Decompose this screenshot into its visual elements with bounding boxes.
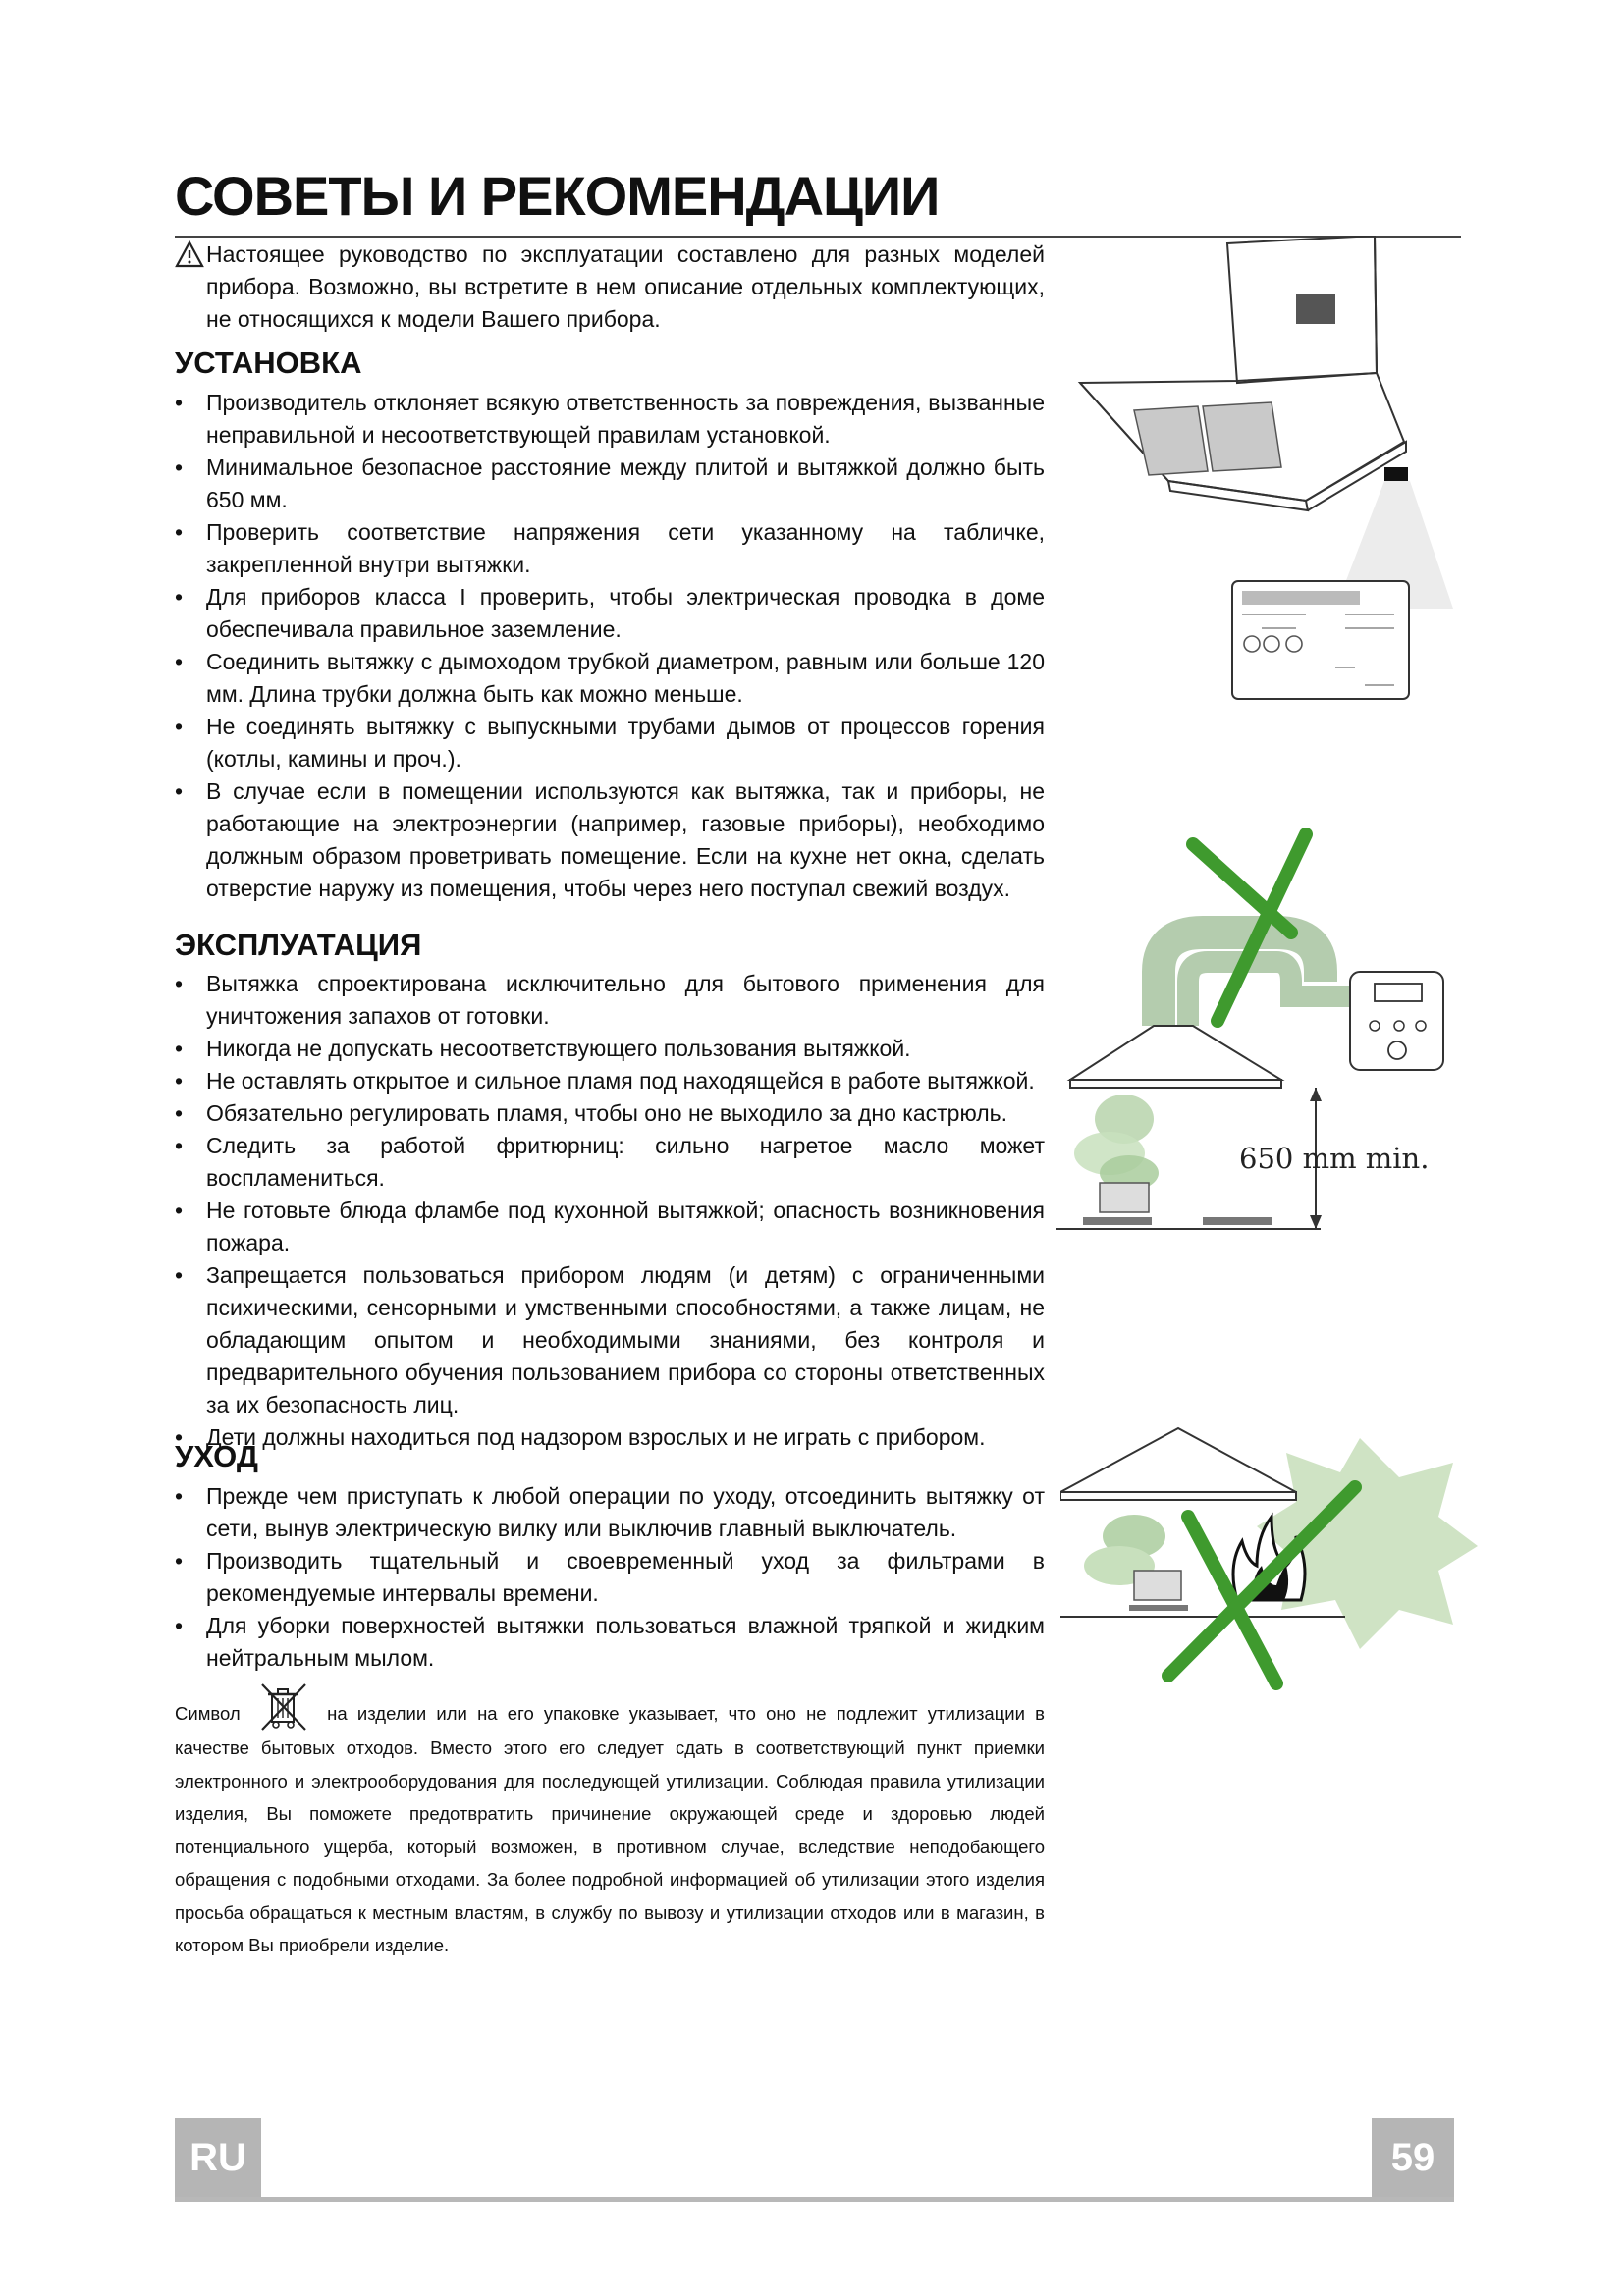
list-item: • Запрещается пользоваться прибором людям (и детям) с ограниченными психическими, сенсорными и умственными способностями, а также лицам, не обладающим опытом и необходимыми знаниями, без контроля и предварительного обучения пользованием прибора со стороны ответственных за их безопасность лиц.: [175, 1259, 1045, 1421]
list-item: • Производить тщательный и своевременный уход за фильтрами в рекомендуемые интервалы времени.: [175, 1545, 1045, 1610]
section-heading: УХОД: [175, 1439, 258, 1473]
footer-divider: [175, 2197, 1454, 2202]
page-number: 59: [1372, 2118, 1454, 2197]
section-installation: [175, 344, 1045, 905]
language-tab: RU: [175, 2118, 261, 2197]
list-item: • Вытяжка спроектирована исключительно для бытового применения для уничтожения запахов от готовки.: [175, 968, 1045, 1033]
distance-label: 650 mm min.: [1239, 1142, 1430, 1175]
intro-note: [175, 239, 1045, 336]
list-item: • Производитель отклоняет всякую ответственность за повреждения, вызванные неправильной и несоответствующей правилам установкой.: [175, 387, 1045, 452]
list-item: • Дети должны находиться под надзором взрослых и не играть с прибором.: [175, 1421, 1045, 1454]
hood-rating-plate-illustration: [1060, 236, 1473, 717]
page-title: СОВЕТЫ И РЕКОМЕНДАЦИИ: [175, 165, 940, 227]
list-item: • Обязательно регулировать пламя, чтобы оно не выходило за дно кастрюль.: [175, 1097, 1045, 1130]
list-item: • Минимальное безопасное расстояние между плитой и вытяжкой должно быть 650 мм.: [175, 452, 1045, 516]
section-heading: УСТАНОВКА: [175, 346, 362, 380]
recycle-text-before: Символ: [175, 1703, 241, 1724]
recycling-notice: [175, 1681, 1045, 1962]
list-item: • В случае если в помещении используются как вытяжка, так и приборы, не работающие на электроэнергии (например, газовые приборы), необходимо должным образом проветривать помещение. Если на кухне нет окна, сделать отверстие наружу из помещения, чтобы через него поступал свежий воздух.: [175, 775, 1045, 905]
list-item: • Соединить вытяжку с дымоходом трубкой диаметром, равным или больше 120 мм. Длина трубки должна быть как можно меньше.: [175, 646, 1045, 711]
list-item: • Не готовьте блюда фламбе под кухонной вытяжкой; опасность возникновения пожара.: [175, 1195, 1045, 1259]
list-item: • Прежде чем приступать к любой операции по уходу, отсоединить вытяжку от сети, вынув электрическую вилку или выключив главный выключатель.: [175, 1480, 1045, 1545]
intro-text: Настоящее руководство по эксплуатации составлено для разных моделей прибора. Возможно, вы встретите в нем описание отдельных комплектующих, не относящихся к модели Вашего прибора.: [206, 241, 1045, 332]
warning-icon: [175, 240, 204, 268]
list-item: • Не соединять вытяжку с выпускными трубами дымов от процессов горения (котлы, камины и проч.).: [175, 711, 1045, 775]
section-operation: [175, 926, 1045, 1454]
minimum-distance-illustration: [1056, 825, 1478, 1247]
list-item: • Проверить соответствие напряжения сети указанному на табличке, закрепленной внутри вытяжки.: [175, 516, 1045, 581]
list-item: • Никогда не допускать несоответствующего пользования вытяжкой.: [175, 1033, 1045, 1065]
list-item: • Следить за работой фритюрниц: сильно нагретое масло может воспламениться.: [175, 1130, 1045, 1195]
list-item: • Не оставлять открытое и сильное пламя под находящейся в работе вытяжкой.: [175, 1065, 1045, 1097]
recycle-text-after: на изделии или на его упаковке указывает, что оно не подлежит утилизации в качестве бытовых отходов. Вместо этого его следует сдать в соответствующий пункт приемки электронного и электрооборудования для последующей утилизации. Соблюдая правила утилизации изделия, Вы поможете предотвратить причинение окружающей среде и здоровью людей потенциального ущерба, который возможен, в противном случае, вследствие неподобающего обращения с подобными отходами. За более подробной информацией об утилизации этого изделия просьба обращаться к местным властям, в службу по вывозу и утилизации отходов или в магазин, в котором Вы приобрели изделие.: [175, 1703, 1046, 1955]
no-open-flame-illustration: [1060, 1418, 1483, 1703]
crossed-bin-icon: [258, 1681, 309, 1732]
section-heading: ЭКСПЛУАТАЦИЯ: [175, 928, 422, 962]
section-care: [175, 1437, 1045, 1675]
list-item: • Для уборки поверхностей вытяжки пользоваться влажной тряпкой и жидким нейтральным мылом.: [175, 1610, 1045, 1675]
list-item: • Для приборов класса I проверить, чтобы электрическая проводка в доме обеспечивала правильное заземление.: [175, 581, 1045, 646]
